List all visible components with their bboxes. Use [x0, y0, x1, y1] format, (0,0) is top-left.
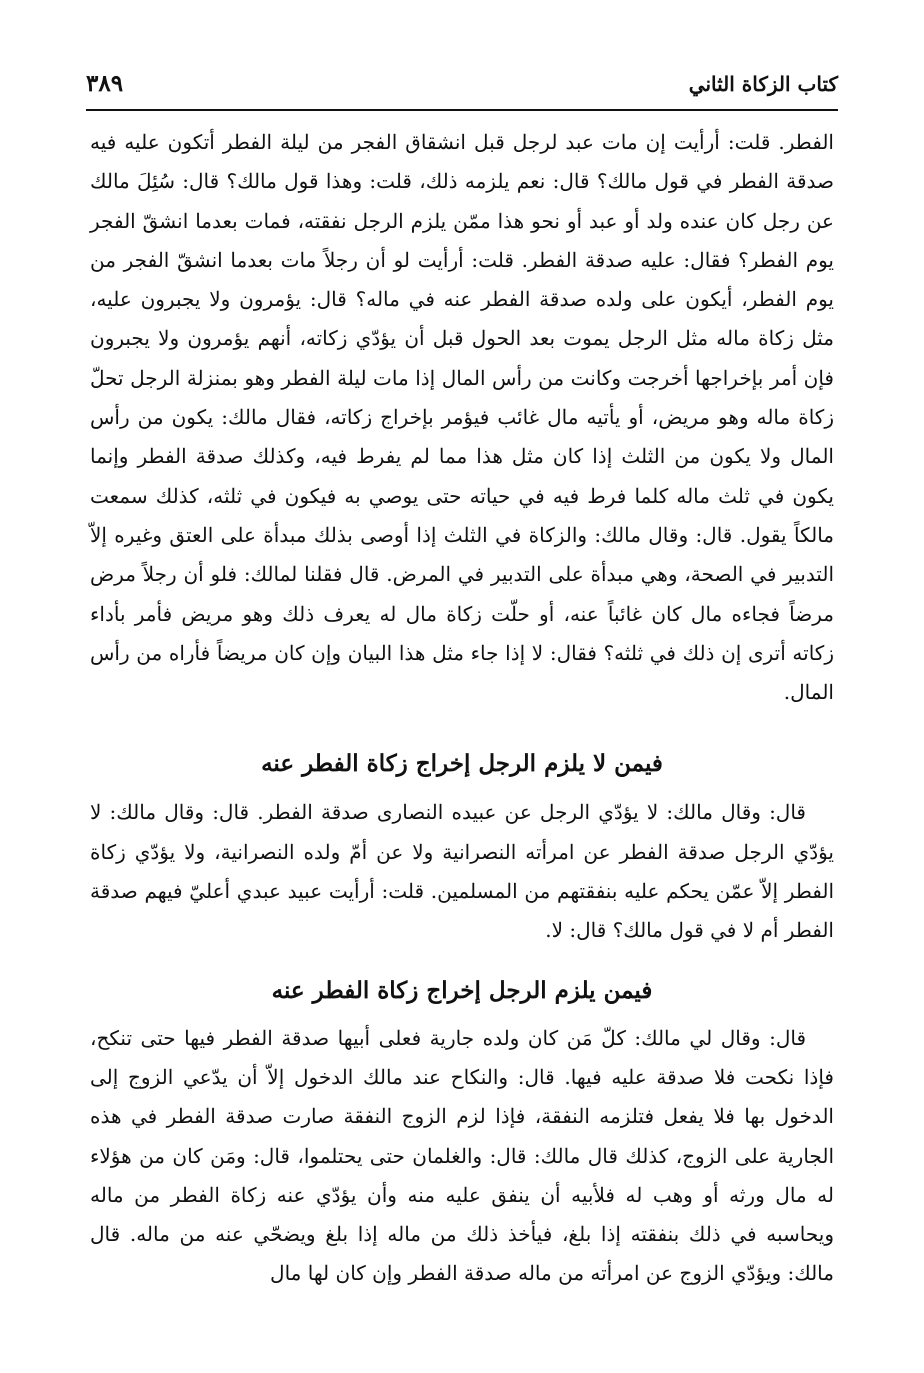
- paragraph-obligated: قال: وقال لي مالك: كلّ مَن كان ولده جارية فعلى أبيها صدقة الفطر فيها حتى تنكح، فإذا نكحت فلا صدقة عليه فيها. قال: والنكاح عند مالك الدخول إلاّ أن يدّعي الزوج إلى الدخول بها فلا يفعل فتلزمه النفقة، فإذا لزم الزوج النفقة صارت صدقة الفطر في هذه الجارية على الزوج، كذلك قال مالك: قال: والغلمان حتى يحتلموا، قال: ومَن كان من هؤلاء له مال ورثه أو وهب له فلأبيه أن ينفق عليه منه وأن يؤدّي عنه زكاة الفطر من ماله ويحاسبه في ذلك بنفقته إذا بلغ، فيأخذ ذلك من ماله إذا بلغ ويضحّي عنه من ماله. قال مالك: ويؤدّي الزوج عن امرأته من ماله صدقة الفطر وإن كان لها مال: [90, 1025, 834, 1286]
- paragraph-not-obligated: قال: وقال مالك: لا يؤدّي الرجل عن عبيده النصارى صدقة الفطر. قال: وقال مالك: لا يؤدّي الرجل صدقة الفطر عن امرأته النصرانية ولا عن أمّ ولده النصرانية، ولا يؤدّي زكاة الفطر إلاّ عمّن يحكم عليه بنفقتهم من المسلمين. قلت: أرأيت عبيد عبدي أعليّ فيهم صدقة الفطر أم لا في قول مالك؟ قال: لا.: [90, 800, 834, 943]
- page-number: ٣٨٩: [86, 70, 124, 97]
- running-head: [86, 66, 838, 106]
- header-divider: [86, 109, 838, 111]
- book-title: كتاب الزكاة الثاني: [688, 72, 838, 96]
- section-heading-not-obligated: فيمن لا يلزم الرجل إخراج زكاة الفطر عنه: [261, 750, 663, 778]
- section-heading-obligated: فيمن يلزم الرجل إخراج زكاة الفطر عنه: [271, 976, 653, 1004]
- main-text: [90, 123, 834, 1294]
- intro-paragraph: الفطر. قلت: أرأيت إن مات عبد لرجل قبل انشقاق الفجر من ليلة الفطر أتكون عليه فيه صدقة الفطر في قول مالك؟ قال: نعم يلزمه ذلك، قلت: وهذا قول مالك؟ قال: سُئِلَ مالك عن رجل كان عنده ولد أو عبد أو نحو هذا ممّن يلزم الرجل نفقته، فمات بعدما انشقّ الفجر يوم الفطر؟ فقال: عليه صدقة الفطر. قلت: أرأيت لو أن رجلاً مات بعدما انشقّ الفجر من يوم الفطر، أيكون على ولده صدقة الفطر عنه في ماله؟ قال: يؤمرون ولا يجبرون عليه، مثل زكاة ماله مثل الرجل يموت بعد الحول قبل أن يؤدّي زكاته، أنهم يؤمرون ولا يجبرون فإن أمر بإخراجها أخرجت وكانت من رأس المال إذا مات ليلة الفطر وهو بمنزلة الرجل تحلّ زكاة ماله وهو مريض، أو يأتيه مال غائب فيؤمر بإخراج زكاته، فقال مالك: يكون من رأس المال ولا يكون من الثلث إذا كان مثل هذا مما لم يفرط فيه، وكذلك صدقة الفطر وإنما يكون في ثلث ماله كلما فرط فيه في حياته حتى يوصي به فيكون في ثلثه، كذلك سمعت مالكاً يقول. قال: وقال مالك: والزكاة في الثلث إذا أوصى بذلك مبدأة على العتق وغيره إلاّ التدبير في الصحة، وهي مبدأة على التدبير في المرض. قال فقلنا لمالك: فلو أن رجلاً مرض مرضاً فجاءه مال كان غائباً عنه، أو حلّت زكاة مال له يعرف ذلك وهو مريض فأمر بأداء زكاته أترى إن ذلك في ثلثه؟ فقال: لا إذا جاء مثل هذا البيان وإن كان مريضاً فأراه من رأس المال.: [90, 130, 834, 705]
